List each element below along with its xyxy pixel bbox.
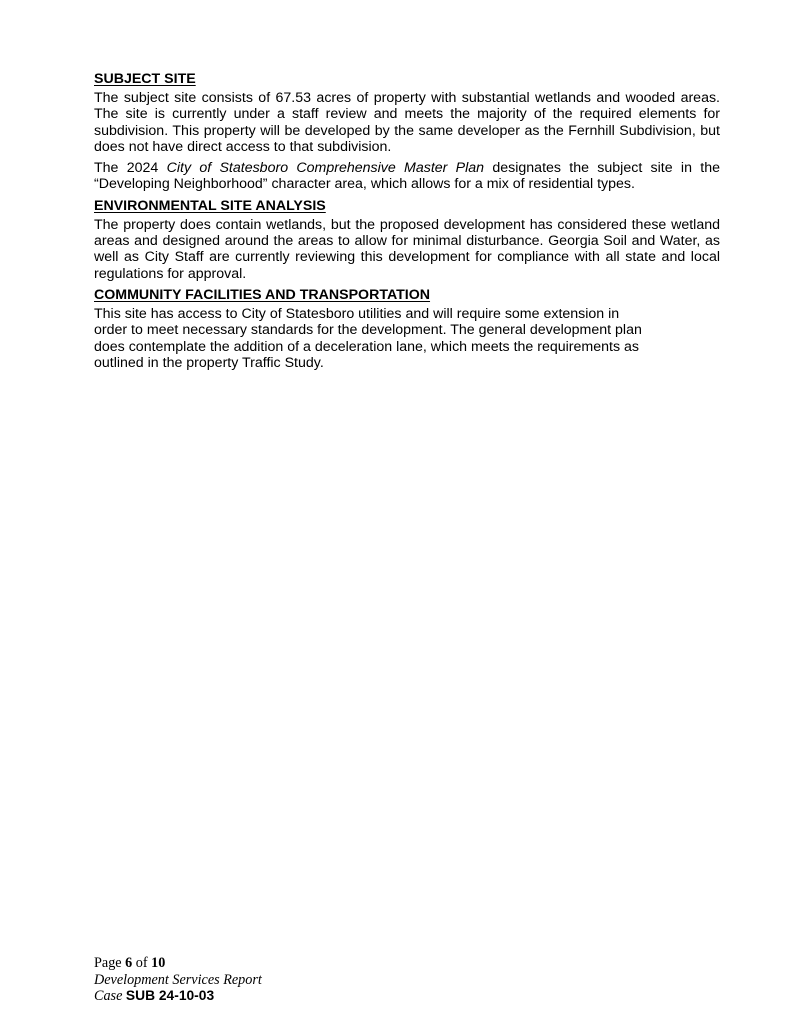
community-line-4: outlined in the property Traffic Study.: [94, 354, 324, 371]
environmental-heading: ENVIRONMENTAL SITE ANALYSIS: [94, 197, 326, 214]
page-total: 10: [151, 955, 166, 971]
page-current: 6: [125, 955, 133, 971]
page-of: of: [132, 955, 152, 971]
report-label: Development Services Report: [94, 971, 262, 988]
environmental-paragraph: The property does contain wetlands, but the proposed development has considered these wetland areas and designed around the areas to allow for minimal disturbance. Georgia Soil and Water, as well as City Staff are currently reviewing this development for compliance with all state and local regulations for approval.: [94, 216, 720, 282]
community-heading: COMMUNITY FACILITIES AND TRANSPORTATION: [94, 286, 431, 303]
environmental-section: [94, 198, 720, 282]
case-label: Case: [94, 988, 123, 1004]
subject-site-section: [94, 71, 720, 193]
community-line-3: does contemplate the addition of a deceleration lane, which meets the requirements as: [94, 338, 639, 355]
community-line-2: order to meet necessary standards for the development. The general development plan: [94, 322, 642, 339]
page-footer: [94, 955, 494, 1005]
subject-site-paragraph-1: The subject site consists of 67.53 acres of property with substantial wetlands and wooded areas. The site is currently under a staff review and meets the majority of the required elements for subdivision. This property will be developed by the same developer as the Fernhill Subdivision, but does not have direct access to that subdivision.: [94, 90, 720, 155]
community-line-1: This site has access to City of Statesboro utilities and will require some extension in: [94, 305, 620, 322]
subject-site-paragraph-2: [94, 160, 720, 193]
subject-site-heading: SUBJECT SITE: [94, 71, 196, 87]
page-prefix: Page: [94, 955, 126, 971]
community-section: [94, 287, 720, 371]
master-plan-title: City of Statesboro Comprehensive Master Plan: [166, 160, 485, 177]
page-number: [94, 955, 494, 972]
case-line: [94, 988, 494, 1005]
case-number: SUB 24-10-03: [125, 988, 215, 1003]
community-paragraph: [94, 306, 720, 371]
page-content: [94, 71, 720, 376]
subject-site-paragraph-2-prefix: The 2024: [94, 160, 167, 177]
subject-site-paragraph-2-suffix: designates the subject site in the “Developing Neighborhood” character area, which allows for a mix of residential types.: [94, 160, 720, 193]
